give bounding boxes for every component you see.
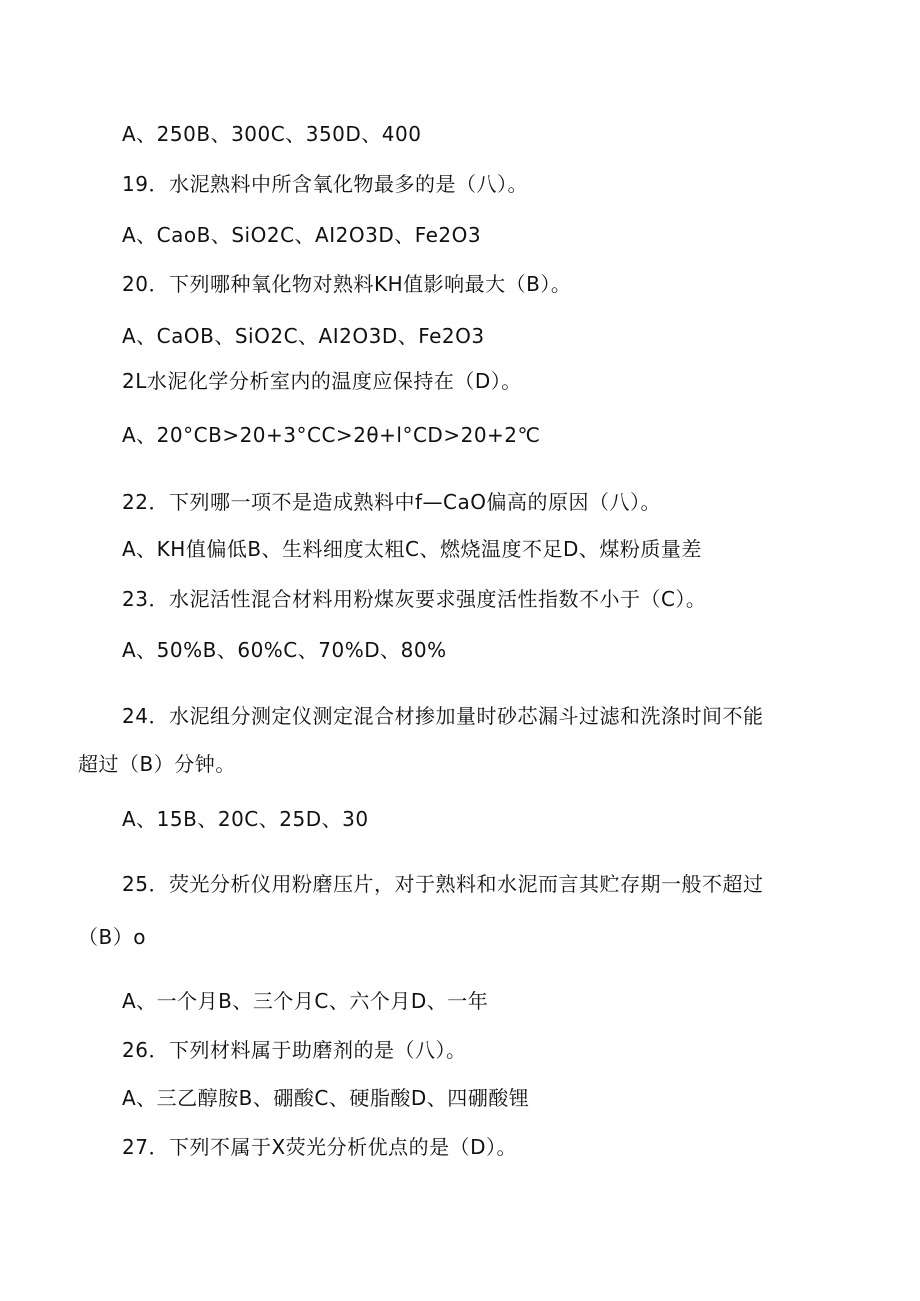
question-27: 27．下列不属于X荧光分析优点的是（D）。 [122, 1135, 518, 1159]
question-23: 23．水泥活性混合材料用粉煤灰要求强度活性指数不小于（C）。 [122, 587, 707, 611]
question-25-continuation: （B）o [78, 925, 146, 949]
question-21: 2L水泥化学分析室内的温度应保持在（D）。 [122, 369, 522, 393]
answer-options-q23: A、50%B、60%C、70%D、80% [122, 638, 447, 662]
answer-options-q25: A、一个月B、三个月C、六个月D、一年 [122, 989, 489, 1013]
question-25: 25．荧光分析仪用粉磨压片，对于熟料和水泥而言其贮存期一般不超过 [122, 872, 764, 896]
answer-options-q24: A、15B、20C、25D、30 [122, 807, 369, 831]
question-19: 19．水泥熟料中所含氧化物最多的是（八）。 [122, 172, 528, 196]
question-24: 24．水泥组分测定仪测定混合材掺加量时砂芯漏斗过滤和洗涤时间不能 [122, 704, 764, 728]
answer-options-q18: A、250B、300C、350D、400 [122, 122, 422, 146]
answer-options-q19: A、CaoB、SiO2C、AI2O3D、Fe2O3 [122, 223, 482, 247]
question-22: 22．下列哪一项不是造成熟料中f—CaO偏高的原因（八）。 [122, 490, 661, 514]
question-26: 26．下列材料属于助磨剂的是（八）。 [122, 1038, 467, 1062]
answer-options-q20: A、CaOB、SiO2C、AI2O3D、Fe2O3 [122, 324, 485, 348]
answer-options-q26: A、三乙醇胺B、硼酸C、硬脂酸D、四硼酸锂 [122, 1086, 530, 1110]
answer-options-q21: A、20°CB>20+3°CC>2θ+l°CD>20+2℃ [122, 423, 541, 447]
question-24-continuation: 超过（B）分钟。 [78, 752, 236, 776]
answer-options-q22: A、KH值偏低B、生料细度太粗C、燃烧温度不足D、煤粉质量差 [122, 537, 702, 561]
question-20: 20．下列哪种氧化物对熟料KH值影响最大（B）。 [122, 272, 572, 296]
